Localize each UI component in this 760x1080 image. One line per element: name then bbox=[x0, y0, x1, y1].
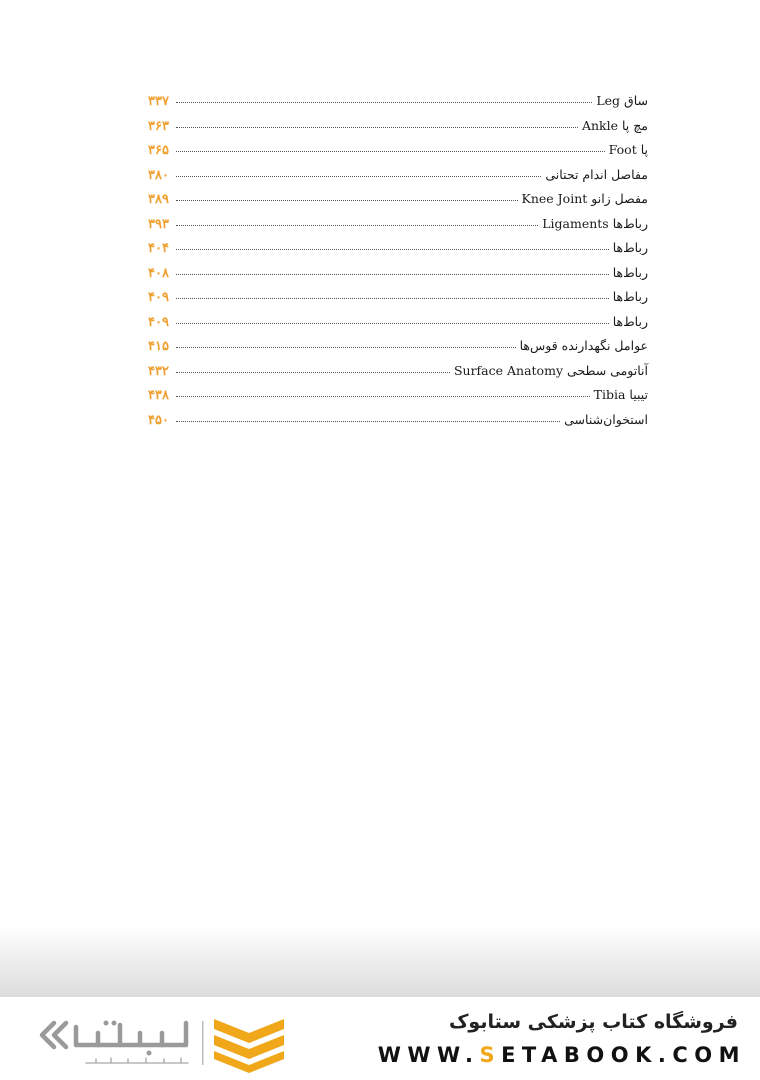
toc-entry bbox=[148, 115, 648, 140]
toc-entry-page: ۳۳۷ bbox=[148, 94, 169, 109]
url-suffix: ETABOOK.COM bbox=[501, 1043, 746, 1067]
toc-entry-title: مفاصل اندام تحتانی bbox=[545, 166, 648, 182]
store-banner bbox=[0, 997, 760, 1080]
toc-entry bbox=[148, 262, 648, 287]
toc-entry bbox=[148, 409, 648, 434]
toc-entry-title: رباط‌ها Ligaments bbox=[542, 215, 648, 231]
toc-dot-leader bbox=[176, 113, 578, 128]
toc-entry bbox=[148, 311, 648, 336]
toc-entry-title: مفصل زانو Knee Joint bbox=[521, 191, 648, 206]
toc-entry bbox=[148, 90, 648, 115]
toc-entry-page: ۳۶۵ bbox=[148, 143, 169, 158]
toc-dot-leader bbox=[176, 137, 605, 152]
toc-dot-leader bbox=[176, 186, 518, 201]
toc-entry-title: مچ پا Ankle bbox=[581, 117, 648, 133]
toc-entry-page: ۴۰۹ bbox=[148, 314, 169, 330]
setabook-logo[interactable] bbox=[36, 1011, 296, 1073]
toc-entry-title: ساق Leg bbox=[596, 93, 648, 108]
store-name: فروشگاه کتاب پزشکی ستابوک bbox=[448, 1011, 738, 1033]
logo-tagline-strokes bbox=[86, 1058, 188, 1063]
toc-dot-leader bbox=[176, 358, 450, 373]
toc-dot-leader bbox=[176, 235, 609, 250]
chevron-stack-icon bbox=[214, 1019, 284, 1073]
toc-entry bbox=[148, 335, 648, 360]
toc-entry bbox=[148, 164, 648, 189]
toc-entry-title: رباط‌ها bbox=[612, 289, 648, 304]
toc-entry-title: رباط‌ها bbox=[612, 240, 648, 255]
toc-entry-page: ۴۳۲ bbox=[148, 363, 169, 379]
toc-dot-leader bbox=[176, 88, 592, 103]
toc-entry-title: عوامل نگهدارنده قوس‌ها bbox=[519, 338, 648, 353]
toc-dot-leader bbox=[176, 284, 609, 299]
toc-dot-leader bbox=[176, 162, 541, 177]
logo-wordmark bbox=[42, 1023, 186, 1047]
toc-entry-title: تیبیا Tibia bbox=[593, 387, 648, 402]
toc-entry bbox=[148, 360, 648, 385]
toc-dot-leader bbox=[176, 407, 560, 422]
toc-entry-page: ۳۶۳ bbox=[148, 118, 169, 134]
logo-wordmark-dots bbox=[104, 1021, 152, 1056]
toc-entry-page: ۴۱۵ bbox=[148, 339, 169, 354]
toc-entry-title: استخوان‌شناسی bbox=[564, 411, 648, 427]
toc-entry-page: ۳۹۳ bbox=[148, 216, 169, 232]
toc-dot-leader bbox=[176, 260, 609, 275]
toc-entry bbox=[148, 384, 648, 409]
toc-dot-leader bbox=[176, 333, 516, 348]
toc-entry bbox=[148, 139, 648, 164]
table-of-contents bbox=[148, 90, 648, 433]
toc-entry-title: رباط‌ها bbox=[612, 264, 648, 280]
toc-dot-leader bbox=[176, 382, 590, 397]
toc-entry-title: پا Foot bbox=[608, 142, 648, 157]
footer-shadow bbox=[0, 925, 760, 997]
toc-entry bbox=[148, 237, 648, 262]
toc-entry-page: ۴۳۸ bbox=[148, 388, 169, 403]
toc-entry bbox=[148, 213, 648, 238]
toc-entry-page: ۳۸۹ bbox=[148, 192, 169, 207]
toc-entry bbox=[148, 286, 648, 311]
url-prefix: WWW. bbox=[377, 1043, 480, 1067]
store-url[interactable] bbox=[378, 1043, 746, 1067]
toc-dot-leader bbox=[176, 309, 609, 324]
toc-entry-page: ۳۸۰ bbox=[148, 167, 169, 183]
toc-entry-title: آناتومی سطحی Surface Anatomy bbox=[453, 362, 648, 378]
toc-entry-page: ۴۰۴ bbox=[148, 241, 169, 256]
toc-dot-leader bbox=[176, 211, 538, 226]
toc-entry-title: رباط‌ها bbox=[612, 313, 648, 329]
toc-entry bbox=[148, 188, 648, 213]
toc-entry-page: ۴۰۹ bbox=[148, 290, 169, 305]
url-accent-letter: S bbox=[479, 1043, 502, 1067]
toc-entry-page: ۴۰۸ bbox=[148, 265, 169, 281]
toc-entry-page: ۴۵۰ bbox=[148, 412, 169, 428]
